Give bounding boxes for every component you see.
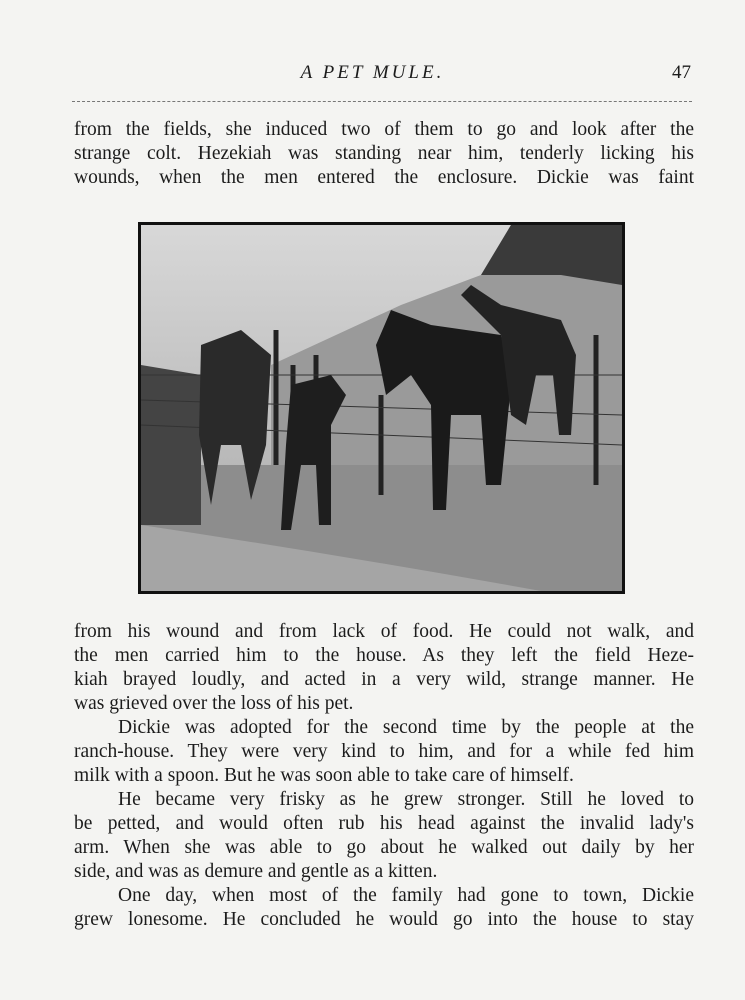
text-line: kiah brayed loudly, and acted in a very wild, strange manner. He	[74, 669, 694, 690]
text-line: from his wound and from lack of food. He could not walk, and	[74, 621, 694, 642]
running-title: A PET MULE.	[300, 62, 445, 83]
text-line: wounds, when the men entered the enclosure. Dickie was faint	[74, 167, 694, 188]
text-line: from the fields, she induced two of them to go and look after the	[74, 119, 694, 140]
page-number: 47	[672, 62, 691, 83]
top-text-block	[74, 118, 694, 190]
text-line: He became very frisky as he grew stronger. Still he loved to	[118, 789, 694, 810]
text-line: be petted, and would often rub his head against the invalid lady's	[74, 813, 694, 834]
text-line: side, and was as demure and gentle as a kitten.	[74, 861, 438, 882]
text-line: the men carried him to the house. As they left the field Heze-	[74, 645, 694, 666]
bottom-text-block	[74, 620, 694, 932]
illustration-mules-at-fence	[138, 222, 625, 594]
text-line: was grieved over the loss of his pet.	[74, 693, 354, 714]
text-line: One day, when most of the family had gone to town, Dickie	[118, 885, 694, 906]
text-line: Dickie was adopted for the second time by the people at the	[118, 717, 694, 738]
text-line: grew lonesome. He concluded he would go into the house to stay	[74, 909, 694, 930]
header-rule	[72, 101, 692, 102]
text-line: milk with a spoon. But he was soon able to take care of himself.	[74, 765, 574, 786]
text-line: strange colt. Hezekiah was standing near him, tenderly licking his	[74, 143, 694, 164]
text-line: arm. When she was able to go about he walked out daily by her	[74, 837, 694, 858]
text-line: ranch-house. They were very kind to him, and for a while fed him	[74, 741, 694, 762]
